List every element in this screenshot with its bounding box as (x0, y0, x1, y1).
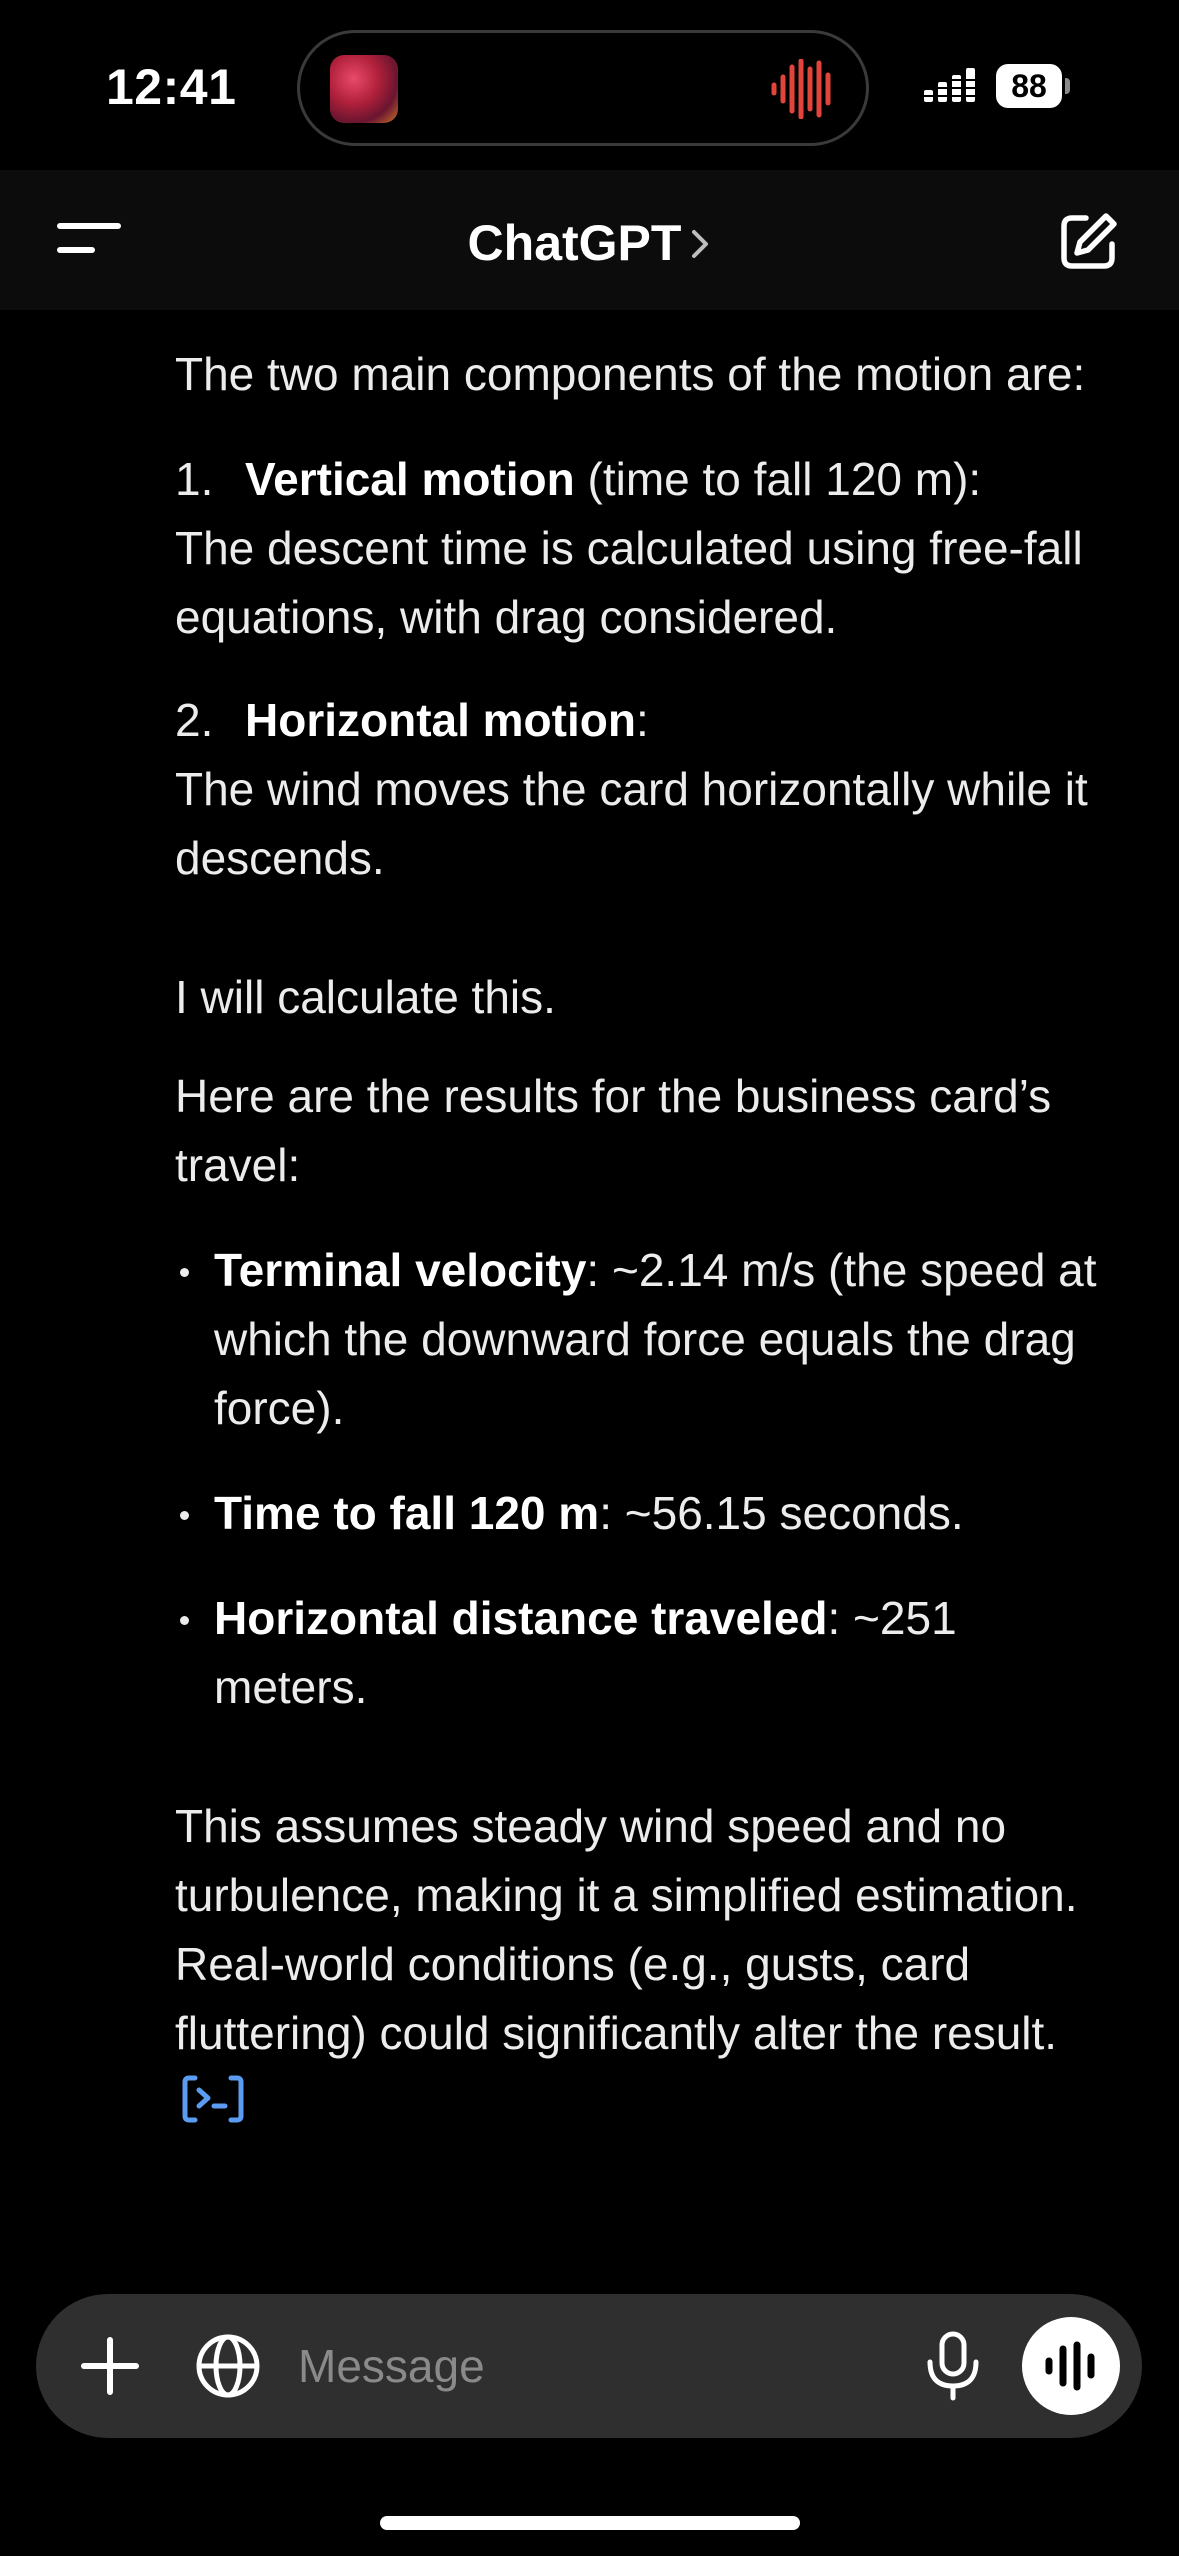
list-item-title: Horizontal motion (245, 694, 636, 746)
list-number: 2. (175, 694, 214, 746)
list-item (175, 1479, 1115, 1548)
result-text: : ~2.14 m/s (the speed at which the downward force equals the drag force). (214, 1244, 1097, 1434)
message-input[interactable] (298, 2330, 918, 2402)
now-playing-artwork (330, 55, 398, 123)
list-item (175, 686, 1115, 893)
list-item (175, 1236, 1115, 1443)
conclusion (175, 1792, 1115, 2137)
list-item-title-suffix: (time to fall 120 m): (574, 453, 982, 505)
microphone-icon[interactable] (920, 2330, 986, 2402)
conclusion-text: This assumes steady wind speed and no turbulence, making it a simplified estimation. Real-world conditions (e.g., gusts, card fluttering) could significantly alter the result. (175, 1800, 1078, 2059)
list-item (175, 1584, 1115, 1722)
battery-level: 88 (996, 64, 1062, 108)
battery-tip (1065, 78, 1070, 94)
cellular-signal-icon (924, 68, 982, 104)
list-item-body: The wind moves the card horizontally while it descends. (175, 763, 1088, 884)
list-item-title: Vertical motion (245, 453, 575, 505)
list-item-title-suffix: : (635, 694, 649, 746)
code-interpreter-icon[interactable] (181, 2074, 245, 2124)
result-label: Terminal velocity (214, 1244, 587, 1296)
result-label: Time to fall 120 m (214, 1487, 600, 1539)
dynamic-island[interactable] (297, 30, 869, 146)
globe-icon[interactable] (194, 2332, 262, 2400)
result-label: Horizontal distance traveled (214, 1592, 828, 1644)
calc-note: I will calculate this. (175, 971, 556, 1023)
audio-waveform-icon (770, 59, 836, 119)
header-title: ChatGPT (467, 215, 682, 271)
message-intro: The two main components of the motion are: (175, 348, 1086, 400)
result-text: : ~56.15 seconds. (599, 1487, 964, 1539)
list-item (175, 445, 1115, 652)
assistant-message (175, 340, 1115, 2137)
home-indicator[interactable] (380, 2516, 800, 2530)
battery-indicator (996, 64, 1072, 108)
voice-mode-icon (1044, 2341, 1098, 2391)
list-item-body: The descent time is calculated using free-fall equations, with drag considered. (175, 522, 1083, 643)
list-number: 1. (175, 453, 214, 505)
new-chat-edit-icon[interactable] (1056, 210, 1120, 274)
chevron-right-icon (689, 227, 711, 261)
chat-header (0, 170, 1179, 310)
results-intro: Here are the results for the business card’s travel: (175, 1070, 1052, 1191)
status-time: 12:41 (106, 59, 237, 115)
status-bar (0, 0, 1179, 170)
result-text: : ~251 meters. (214, 1592, 957, 1713)
voice-mode-button[interactable] (1022, 2317, 1120, 2415)
plus-icon[interactable] (78, 2334, 142, 2398)
model-selector[interactable] (0, 214, 1179, 272)
message-composer (36, 2294, 1142, 2438)
